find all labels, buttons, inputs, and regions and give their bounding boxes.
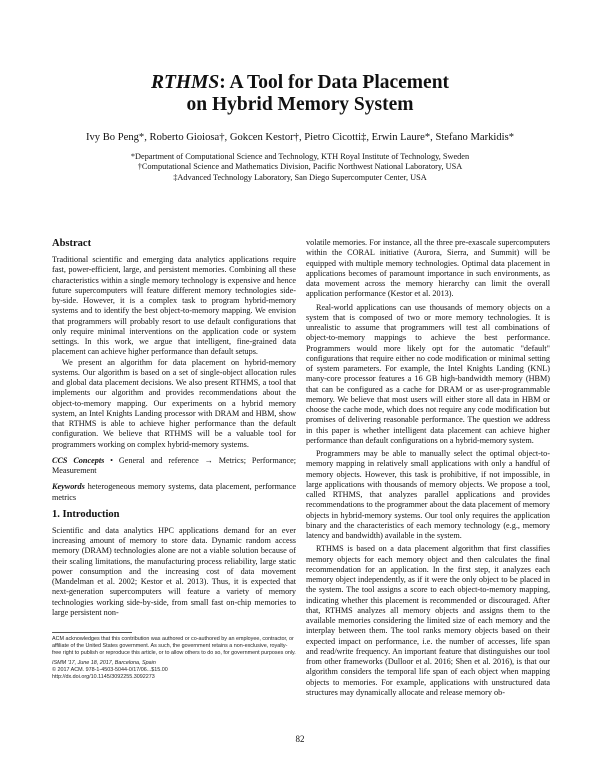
- intro-paragraph: RTHMS is based on a data placement algorithm that first classifies memory objects for each memory object and then calculates the final recommendation for an application. In the first step, it analyzes each memory object independently, as if it were the only object to be placed in the system. The tool assigns a score to each object-to-memory mapping, indicating whether this placement is recommended or discouraged. After that, RTHMS analyzes all memory objects and assigns them to the available memories considering the limited size of each memory and the interplay between them. The tool ranks memory objects based on their expected impact on performance, i.e. the number of accesses, life span and read/write frequency. An important feature that distinguishes our tool from other frameworks (Dulloor et al. 2016; Shen et al. 2016), is that our algorithm considers the temporal life span of each object when mapping objects to memories. For example, applications with unstructured data structures may dynamically allocate and release memory ob-: [306, 544, 550, 697]
- affiliation-sdsc: ‡Advanced Technology Laboratory, San Diego Supercomputer Center, USA: [173, 172, 427, 182]
- footnote-divider: [52, 632, 132, 633]
- footnote: [52, 632, 296, 681]
- page-number: 82: [295, 734, 305, 744]
- keywords: Keywords heterogeneous memory systems, data placement, performance metrics: [52, 482, 296, 502]
- abstract-paragraph: Traditional scientific and emerging data analytics applications require fast, power-efficient, large, and persistent memories. Combining all these characteristics within a single memory technology is expensive and hence future supercomputers will feature different memory technologies side-by-side. However, it is a complex task to program hybrid-memory systems and to identify the best object-to-memory mapping. We envision that programmers will probably resort to use default configurations that only require minimal interventions on the application code or system settings. In this work, we argue that intelligent, fine-grained data placement can achieve higher performance than default setups.: [52, 255, 296, 357]
- right-column: [306, 238, 550, 698]
- title-line1: : A Tool for Data Placement: [219, 72, 450, 93]
- intro-paragraph: Programmers may be able to manually select the optimal object-to-memory mapping in relatively small applications with only a handful of memory objects. However, this task is prohibitive, if not impossible, in large applications with thousands of memory objects. We propose a tool, called RTHMS, that analyzes parallel applications and provides recommendations to the programmer about the data placement of memory objects in hybrid-memory systems. Our tool only requires the application binary and the characteristics of each memory technology (e.g., memory latency and bandwidth) available in the system.: [306, 449, 550, 540]
- left-column: [52, 238, 296, 618]
- doi-link[interactable]: http://dx.doi.org/10.1145/3092255.3092273: [52, 674, 155, 680]
- title-line2: on Hybrid Memory System: [186, 94, 414, 115]
- author-list: Ivy Bo Peng*, Roberto Gioiosa†, Gokcen Kestor†, Pietro Cicotti‡, Erwin Laure*, Stefano Markidis*: [85, 132, 515, 143]
- intro-paragraph: Scientific and data analytics HPC applications demand for an ever increasing amount of memory to store data. Dynamic random access memory (DRAM) technologies alone are not a viable solution because of their scaling limitations, the manufacturing process reliability, large static power consumption and the increasing cost of data movement (Mandelman et al. 2002; Kestor et al. 2013). Thus, it is expected that next-generation supercomputers will feature a variety of memory technologies working side-by-side, from small fast on-chip memories to large persistent non-: [52, 525, 296, 617]
- ccs-concepts: CCS Concepts • General and reference → Metrics; Performance; Measurement: [52, 455, 296, 475]
- paper-title: [0, 72, 600, 116]
- intro-paragraph: volatile memories. For instance, all the three pre-exascale supercomputers within the CORAL initiative (Aurora, Sierra, and Summit) will be equipped with multiple memory technologies. Optimal data placement in applications becomes of paramount importance in such environments, as data movement across the memory hierarchy can limit the overall application performance (Kestor et al. 2013).: [306, 238, 550, 299]
- affiliations: [0, 152, 600, 183]
- title-tool-name: RTHMS: [150, 72, 220, 93]
- intro-paragraph: Real-world applications can use thousands of memory objects on a system that is composed of two or more memory technologies. It is unrealistic to assume that programmers will test all combinations of object-to-memory mappings to achieve the best performance. Programmers would more likely opt for the automatic "default" configurations that require either no code modification or minimal setting of system parameters. For example, the Intel Knights Landing (KNL) many-core processor features a 16 GB high-bandwidth memory (HBM) that can be configured as a cache for DRAM or as user-programmable memory. We believe that most users will either store all data in HBM or choose the cache mode, which does not require any code modification but promises of delivering reasonable performance. The question we address in this paper is whether intelligent data placement can achieve higher performance than default configurations on a hybrid-memory system.: [306, 302, 550, 445]
- introduction-heading: 1. Introduction: [52, 508, 120, 520]
- copyright: © 2017 ACM. 978-1-4503-5044-0/17/06...$15.00: [52, 667, 168, 673]
- abstract-heading: Abstract: [52, 238, 92, 249]
- conference-info: ISMM '17, June 18, 2017, Barcelona, Spain: [52, 660, 156, 666]
- affiliation-kth: *Department of Computational Science and Technology, KTH Royal Institute of Technology, Sweden: [130, 152, 470, 161]
- abstract-paragraph: We present an algorithm for data placement on hybrid-memory systems. Our algorithm is based on a set of single-object allocation rules and global data placement decisions. We also present RTHMS, a tool that implements our algorithm and provides recommendations about the object-to-memory mapping. Our experiments on a hybrid memory system, an Intel Knights Landing processor with DRAM and HBM, show that RTHMS is able to achieve higher performance than the default configuration. We believe that RTHMS will be a valuable tool for programmers working on complex hybrid-memory systems.: [52, 357, 296, 449]
- footnote-text: ACM acknowledges that this contribution was authored or co-authored by an employee, contractor, or affiliate of the United States government. As such, the government retains a non-exclusive, royalty-free right to publish or reproduce this article, or to allow others to do so, for government purposes only.: [52, 636, 296, 656]
- affiliation-pnnl: †Computational Science and Mathematics Division, Pacific Northwest National Laboratory, USA: [137, 162, 463, 172]
